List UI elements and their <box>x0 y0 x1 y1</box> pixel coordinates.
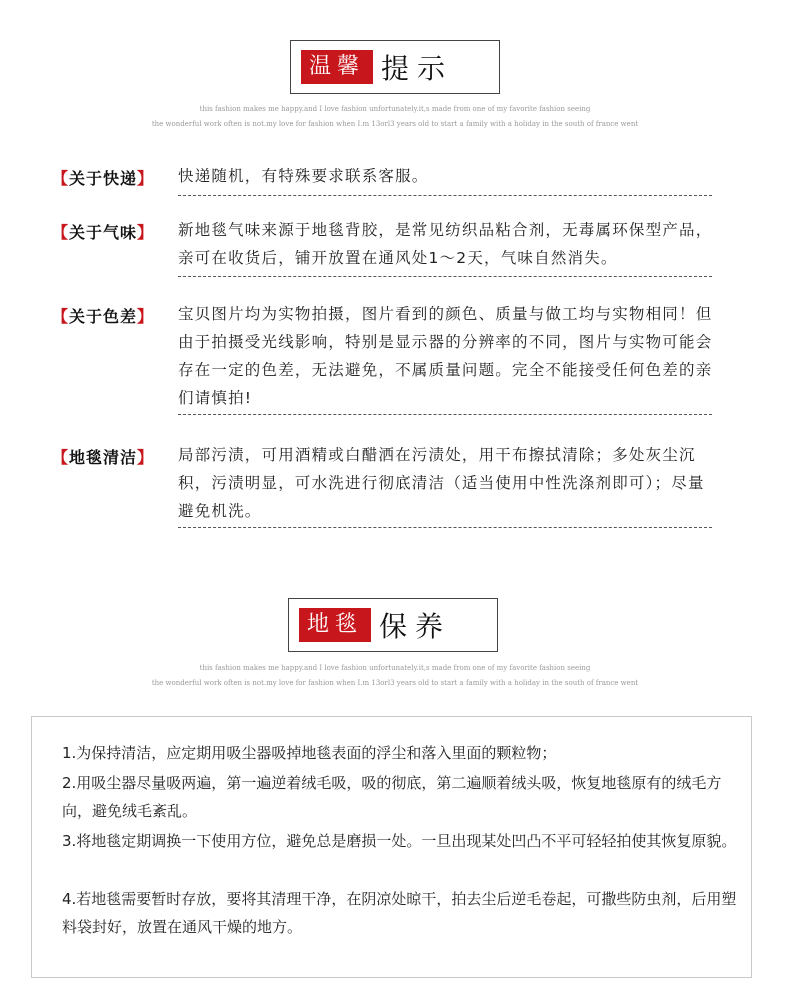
bracket-open: 【 <box>52 223 70 242</box>
divider <box>178 527 712 528</box>
care-item-3: 3.将地毯定期调换一下使用方位，避免总是磨损一处。一旦出现某处凹凸不平可轻轻拍使其恢复原貌。 <box>62 832 737 850</box>
tip-label-text: 关于快递 <box>69 169 138 188</box>
care-item-2: 2.用吸尘器尽量吸两遍，第一遍逆着绒毛吸，吸的彻底，第二遍顺着绒头吸，恢复地毯原有的绒毛方向，避免绒毛紊乱。 <box>62 774 722 820</box>
care-tagline-line-2: the wonderful work often is not.my love for fashion when I.m 13orl3 years old to start a family with a holiday in the south of france went <box>151 679 639 687</box>
care-item-1: 1.为保持清洁，应定期用吸尘器吸掉地毯表面的浮尘和落入里面的颗粒物； <box>62 744 557 762</box>
tip-text-delivery: 快递随机，有特殊要求联系客服。 <box>178 167 429 185</box>
notice-title-box <box>290 40 500 94</box>
divider <box>178 414 712 415</box>
tip-text-cleaning: 局部污渍，可用酒精或白醋洒在污渍处，用干布擦拭清除；多处灰尘沉积，污渍明显，可水洗进行彻底清洁（适当使用中性洗涤剂即可）；尽量避免机洗。 <box>178 446 705 520</box>
tip-label-cleaning <box>52 445 154 468</box>
tip-text-color: 宝贝图片均为实物拍摄，图片看到的颜色、质量与做工均与实物相同！但由于拍摄受光线影响，特别是显示器的分辨率的不同，图片与实物可能会存在一定的色差，无法避免，不属质量问题。完全不能接受任何色差的亲们请慎拍! <box>178 305 713 407</box>
bracket-open: 【 <box>52 307 70 326</box>
notice-tagline-line-1: this fashion makes me happy.and I love fashion unfortunately.it,s made from one of my favorite fashion seeing <box>199 105 591 113</box>
bracket-open: 【 <box>52 448 70 467</box>
care-tagline-line-1: this fashion makes me happy.and I love fashion unfortunately.it,s made from one of my favorite fashion seeing <box>199 664 591 672</box>
tip-label-text: 关于气味 <box>69 223 138 242</box>
bracket-close: 】 <box>137 307 155 326</box>
care-title-black: 保养 <box>379 610 452 643</box>
tip-label-smell <box>52 220 154 243</box>
bracket-close: 】 <box>137 169 155 188</box>
care-item-4: 4.若地毯需要暂时存放，要将其清理干净，在阴凉处晾干，拍去尘后逆毛卷起，可撒些防虫剂，后用塑料袋封好，放置在通风干燥的地方。 <box>62 890 737 936</box>
divider <box>178 276 712 277</box>
tip-text-smell: 新地毯气味来源于地毯背胶，是常见纺织品粘合剂，无毒属环保型产品，亲可在收货后，铺开放置在通风处1～2天，气味自然消失。 <box>178 221 713 267</box>
care-tagline <box>0 661 790 691</box>
tip-label-delivery <box>52 166 154 189</box>
tip-label-text: 地毯清洁 <box>69 448 138 467</box>
tip-label-text: 关于色差 <box>69 307 138 326</box>
divider <box>178 195 712 196</box>
notice-title-red: 温馨 <box>301 50 373 84</box>
care-title-red: 地毯 <box>299 608 371 642</box>
care-box <box>31 716 752 978</box>
notice-tagline-line-2: the wonderful work often is not.my love for fashion when I.m 13orl3 years old to start a family with a holiday in the south of france went <box>151 120 639 128</box>
notice-title-black: 提示 <box>381 52 454 85</box>
care-title-box <box>288 598 498 652</box>
bracket-open: 【 <box>52 169 70 188</box>
bracket-close: 】 <box>137 448 155 467</box>
bracket-close: 】 <box>137 223 155 242</box>
tip-label-color <box>52 304 154 327</box>
notice-tagline <box>0 102 790 132</box>
